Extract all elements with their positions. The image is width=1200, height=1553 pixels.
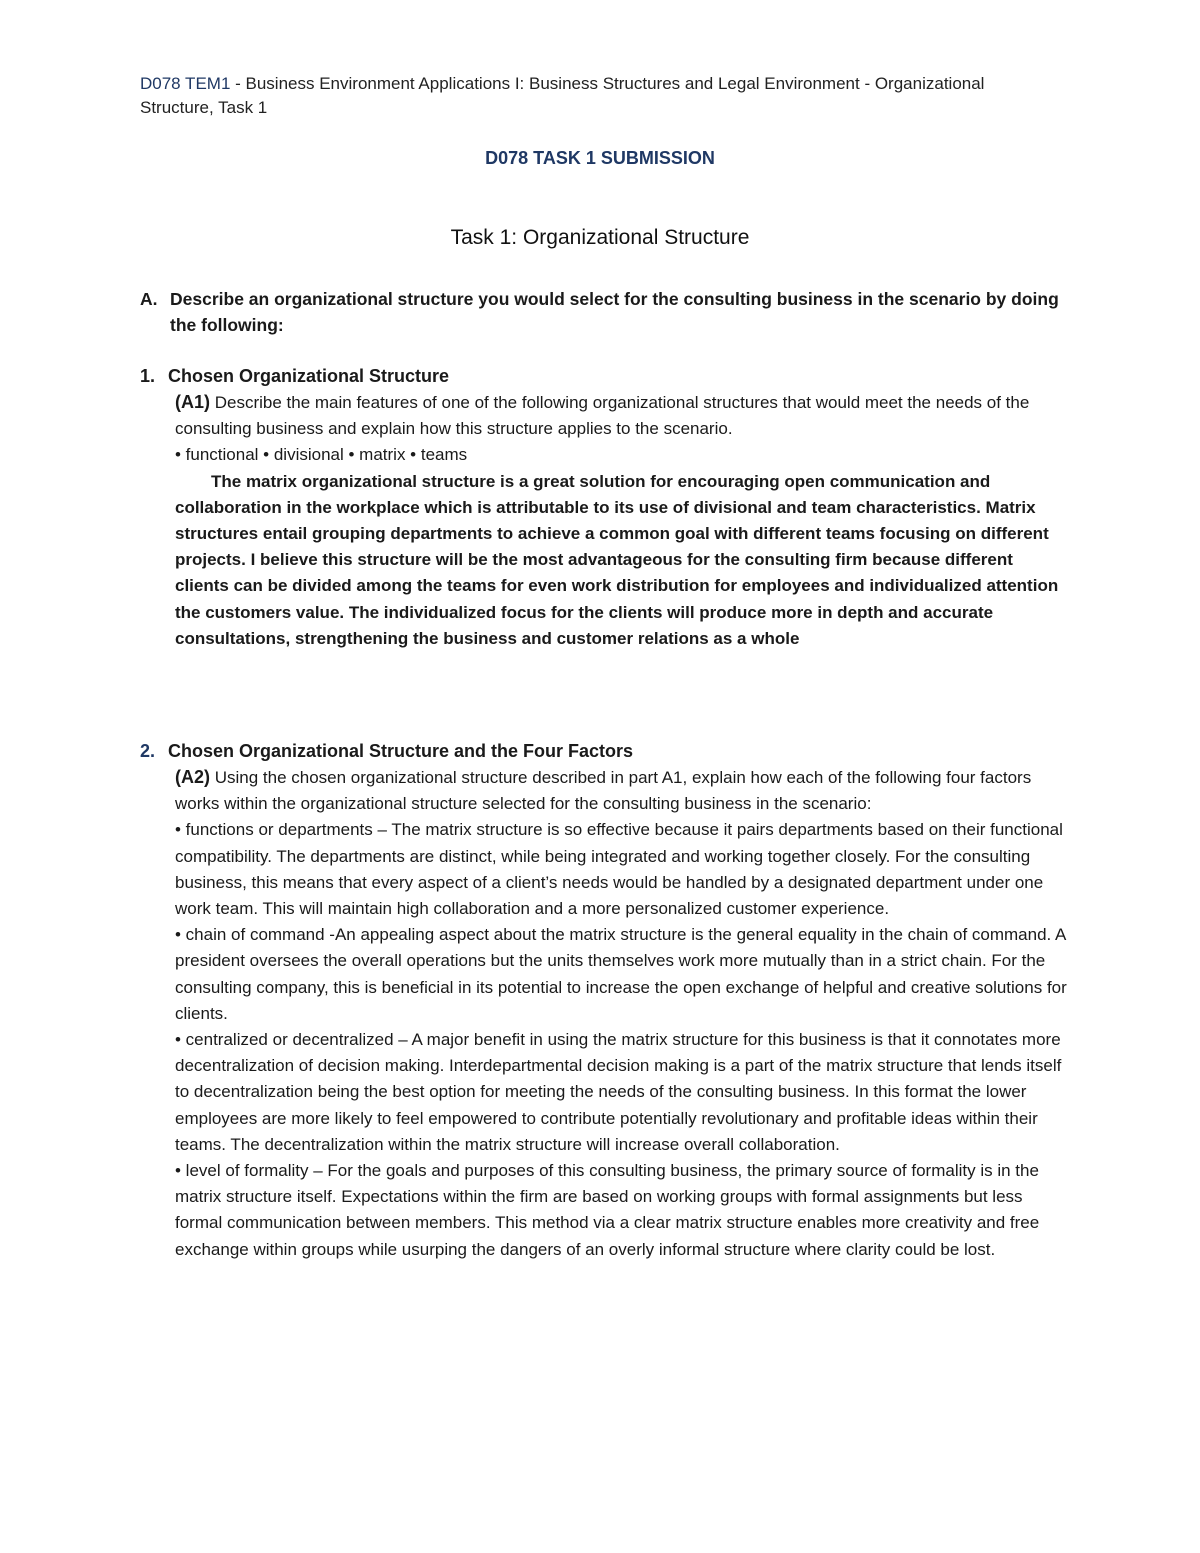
section-a: [140, 286, 1070, 338]
item-2-tag: (A2): [175, 767, 210, 787]
course-description: - Business Environment Applications I: Business Structures and Legal Environment - Organizational Structure, Task 1: [140, 74, 985, 117]
item-1-options: • functional • divisional • matrix • teams: [175, 445, 468, 465]
item-2-prompt-paragraph: [175, 764, 1070, 817]
submission-title: D078 TASK 1 SUBMISSION: [485, 148, 715, 168]
factor-formality: • level of formality – For the goals and purposes of this consulting business, the primary source of formality is in the matrix structure itself. Expectations within the firm are based on working groups with formal assignments but less formal communication between members. This method via a clear matrix structure enables more creativity and free exchange within groups while usurping the dangers of an overly informal structure where clarity could be lost.: [175, 1161, 1040, 1259]
section-a-marker: A.: [140, 289, 158, 309]
factor-centralization: • centralized or decentralized – A major benefit in using the matrix structure for this business is that it connotates more decentralization of decision making. Interdepartmental decision making is a part of the matrix structure that lends itself to decentralization being the best option for meeting the needs of the consulting business. In this format the lower employees are more likely to feel empowered to contribute potentially revolutionary and profitable ideas within their teams. The decentralization within the matrix structure will increase overall collaboration.: [175, 1030, 1062, 1154]
item-1-number: 1.: [140, 366, 156, 386]
item-1-prompt-paragraph: [175, 389, 1070, 442]
item-1-body: [175, 389, 1070, 652]
factor-chain-of-command: • chain of command -An appealing aspect about the matrix structure is the general equality in the chain of command. A president oversees the overall operations but the units themselves work more mutually than in a strict chain. For the consulting company, this is beneficial in its potential to increase the open exchange of helpful and creative solutions for clients.: [175, 925, 1067, 1023]
item-2-body: [175, 764, 1070, 1263]
item-1-heading: Chosen Organizational Structure: [168, 366, 450, 386]
factor-functions: • functions or departments – The matrix structure is so effective because it pairs departments based on their functional compatibility. The departments are distinct, while being integrated and working together closely. For the consulting business, this means that every aspect of a client’s needs would be handled by a designated department under one work team. This will maintain high collaboration and a more personalized customer experience.: [175, 820, 1063, 919]
course-code: D078 TEM1: [140, 74, 231, 93]
item-2-heading: Chosen Organizational Structure and the Four Factors: [168, 741, 634, 761]
item-1-answer: The matrix organizational structure is a great solution for encouraging open communication and collaboration in the workplace which is attributable to its use of divisional and team characteristics. Matrix structures entail grouping departments to achieve a common goal with different teams focusing on different projects. I believe this structure will be the most advantageous for the consulting firm because different clients can be divided among the teams for even work distribution for employees and individualized attention the customers value. The individualized focus for the clients will produce more in depth and accurate consultations, strengthening the business and customer relations as a whole: [175, 471, 1059, 648]
item-2-heading-row: [140, 738, 1070, 764]
item-2-number: 2.: [140, 741, 156, 761]
item-1-tag: (A1): [175, 392, 210, 412]
item-2-prompt: Using the chosen organizational structure described in part A1, explain how each of the following four factors works within the organizational structure selected for the consulting business in the scenario:: [175, 768, 1032, 814]
item-2: [140, 738, 1070, 1263]
item-1: [140, 363, 1070, 652]
item-1-prompt: Describe the main features of one of the following organizational structures that would meet the needs of the consulting business and explain how this structure applies to the scenario.: [175, 393, 1030, 439]
document-header: [140, 72, 1040, 120]
task-title: Task 1: Organizational Structure: [450, 226, 750, 249]
item-1-heading-row: [140, 363, 1070, 389]
section-a-text: Describe an organizational structure you would select for the consulting business in the scenario by doing the following:: [170, 289, 1059, 335]
